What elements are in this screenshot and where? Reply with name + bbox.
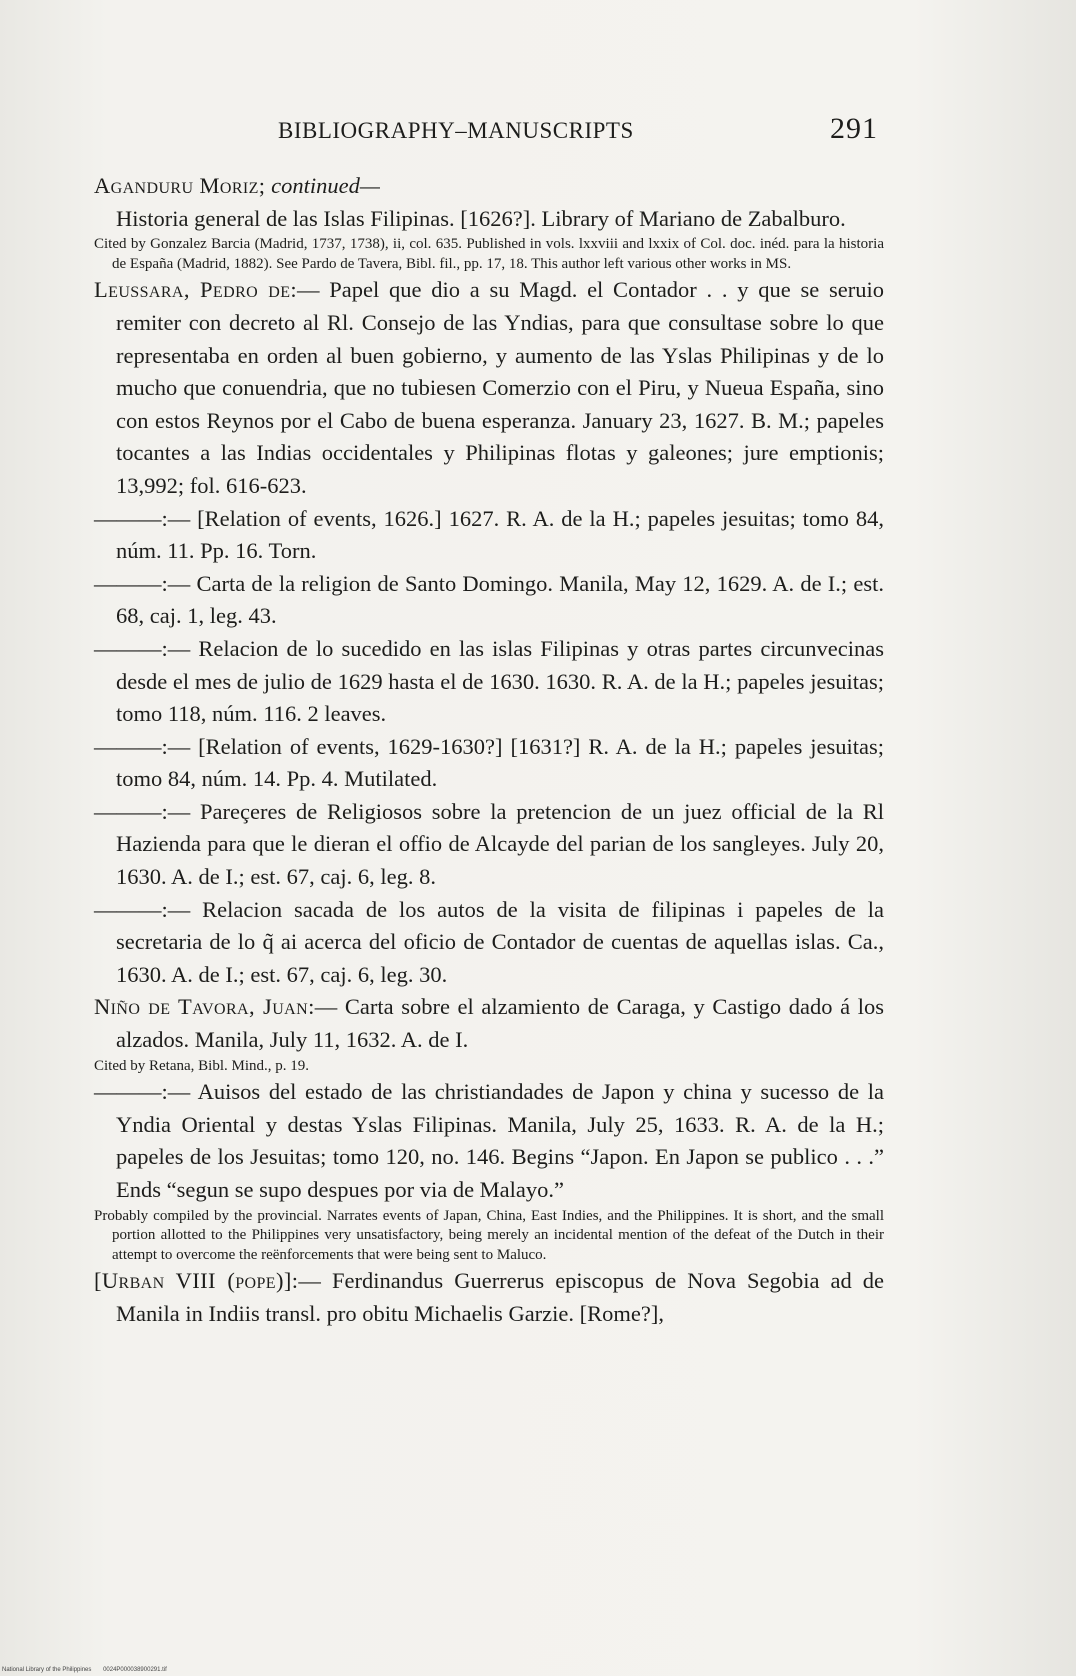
author-name: Aganduru Moriz;: [94, 173, 266, 198]
sub-entry: ———:— [Relation of events, 1629-1630?] [1631?] R. A. de la H.; papeles jesuitas; tomo 84, núm. 14. Pp. 4. Mutilated.: [94, 733, 884, 792]
sub-entry: ———:— Pareçeres de Religiosos sobre la pretencion de un juez official de la Rl Hazienda para que le dieran el offio de Alcayde del parian de los sangleyes. July 20, 1630. A. de I.; est. 67, caj. 6, leg. 8.: [94, 798, 884, 890]
sub-entry: ———:— Auisos del estado de las christiandades de Japon y china y sucesso de la Yndia Oriental y destas Yslas Filipinas. Manila, July 25, 1633. R. A. de la H.; papeles de los Jesuitas; tomo 120, no. 146. Begins “Japon. En Japon se publico . . .” Ends “segun se supo despues por via de Malayo.”: [94, 1079, 884, 1202]
entry-note: Cited by Gonzalez Barcia (Madrid, 1737, 1738), ii, col. 635. Published in vols. lxxviii and lxxix of Col. doc. inéd. para la historia de España (Madrid, 1882). See Pardo de Tavera, Bibl. fil., pp. 17, 18. This author left various other works in MS.: [94, 236, 884, 272]
sub-entry: ———:— Relacion de lo sucedido en las islas Filipinas y otras partes circunvecinas desde el mes de julio de 1629 hasta el de 1630. 1630. R. A. de la H.; papeles jesuitas; tomo 118, núm. 116. 2 leaves.: [94, 635, 884, 727]
running-head: BIBLIOGRAPHY–MANUSCRIPTS: [278, 118, 634, 143]
entry-note: Cited by Retana, Bibl. Mind., p. 19.: [94, 1057, 309, 1074]
page-header: [258, 112, 878, 152]
author-name: Niño de Tavora, Juan:: [94, 994, 315, 1020]
bibliography-content: [94, 170, 884, 1331]
sub-entry: ———:— [Relation of events, 1626.] 1627. R. A. de la H.; papeles jesuitas; tomo 84, núm. 11. Pp. 16. Torn.: [94, 505, 884, 564]
entry-urban: [94, 1265, 884, 1330]
entry-note: Probably compiled by the provincial. Narrates events of Japan, China, East Indies, and the Philippines. It is short, and the small portion allotted to the Philippines very unsatisfactory, being merely an incidental mention of the defeat of the Dutch in their attempt to overcome the reënforcements that were being sent to Maluco.: [94, 1207, 884, 1263]
entry-body: — Ferdinandus Guerrerus episcopus de Nova Segobia ad de Manila in Indiis transl. pro obitu Michaelis Garzie. [Rome?],: [116, 1268, 884, 1326]
sub-entry: ———:— Relacion sacada de los autos de la visita de filipinas i papeles de la secretaria de lo q̃ ai acerca del oficio de Contador de cuentas de aquellas islas. Ca., 1630. A. de I.; est. 67, caj. 6, leg. 30.: [94, 896, 884, 987]
continued-label: continued—: [271, 173, 380, 198]
entry-aganduru: [94, 170, 884, 274]
entry-nino: [94, 991, 884, 1265]
entry-text: [94, 1265, 884, 1330]
scan-code: 0024P000038900291.tif: [103, 1667, 167, 1673]
entry-leussara: [94, 274, 884, 991]
entry-text: [94, 274, 884, 502]
author-name: Leussara, Pedro de:: [94, 277, 298, 303]
entry-heading: [94, 170, 884, 203]
entry-body: — Papel que dio a su Magd. el Contador . . y que se seruio remiter con decreto al Rl. Consejo de las Yndias, para que consultase sobre lo que representaba en orden al buen gobierno, y aumento de las Yslas Philipinas y de lo mucho que conuendria, que no tubiesen Comerzio con el Piru, y Nueua España, sino con estos Reynos por el Cabo de buena esperanza. January 23, 1627. B. M.; papeles tocantes a las Indias occidentales y Philipinas flotas y galeones; jure emptionis; 13,992; fol. 616-623.: [116, 277, 884, 498]
entry-body: — Carta sobre el alzamiento de Caraga, y Castigo dado á los alzados. Manila, July 11, 1632. A. de I.: [116, 994, 884, 1053]
scan-footer: [2, 1667, 177, 1673]
entry-text: [94, 991, 884, 1056]
page-number: 291: [830, 112, 878, 145]
library-name: National Library of the Philippines: [2, 1667, 92, 1673]
author-name: [Urban VIII (pope)]:: [94, 1268, 299, 1294]
sub-entry: ———:— Carta de la religion de Santo Domingo. Manila, May 12, 1629. A. de I.; est. 68, caj. 1, leg. 43.: [94, 570, 884, 629]
entry-text: Historia general de las Islas Filipinas. [1626?]. Library of Mariano de Zabalburo.: [116, 205, 846, 231]
